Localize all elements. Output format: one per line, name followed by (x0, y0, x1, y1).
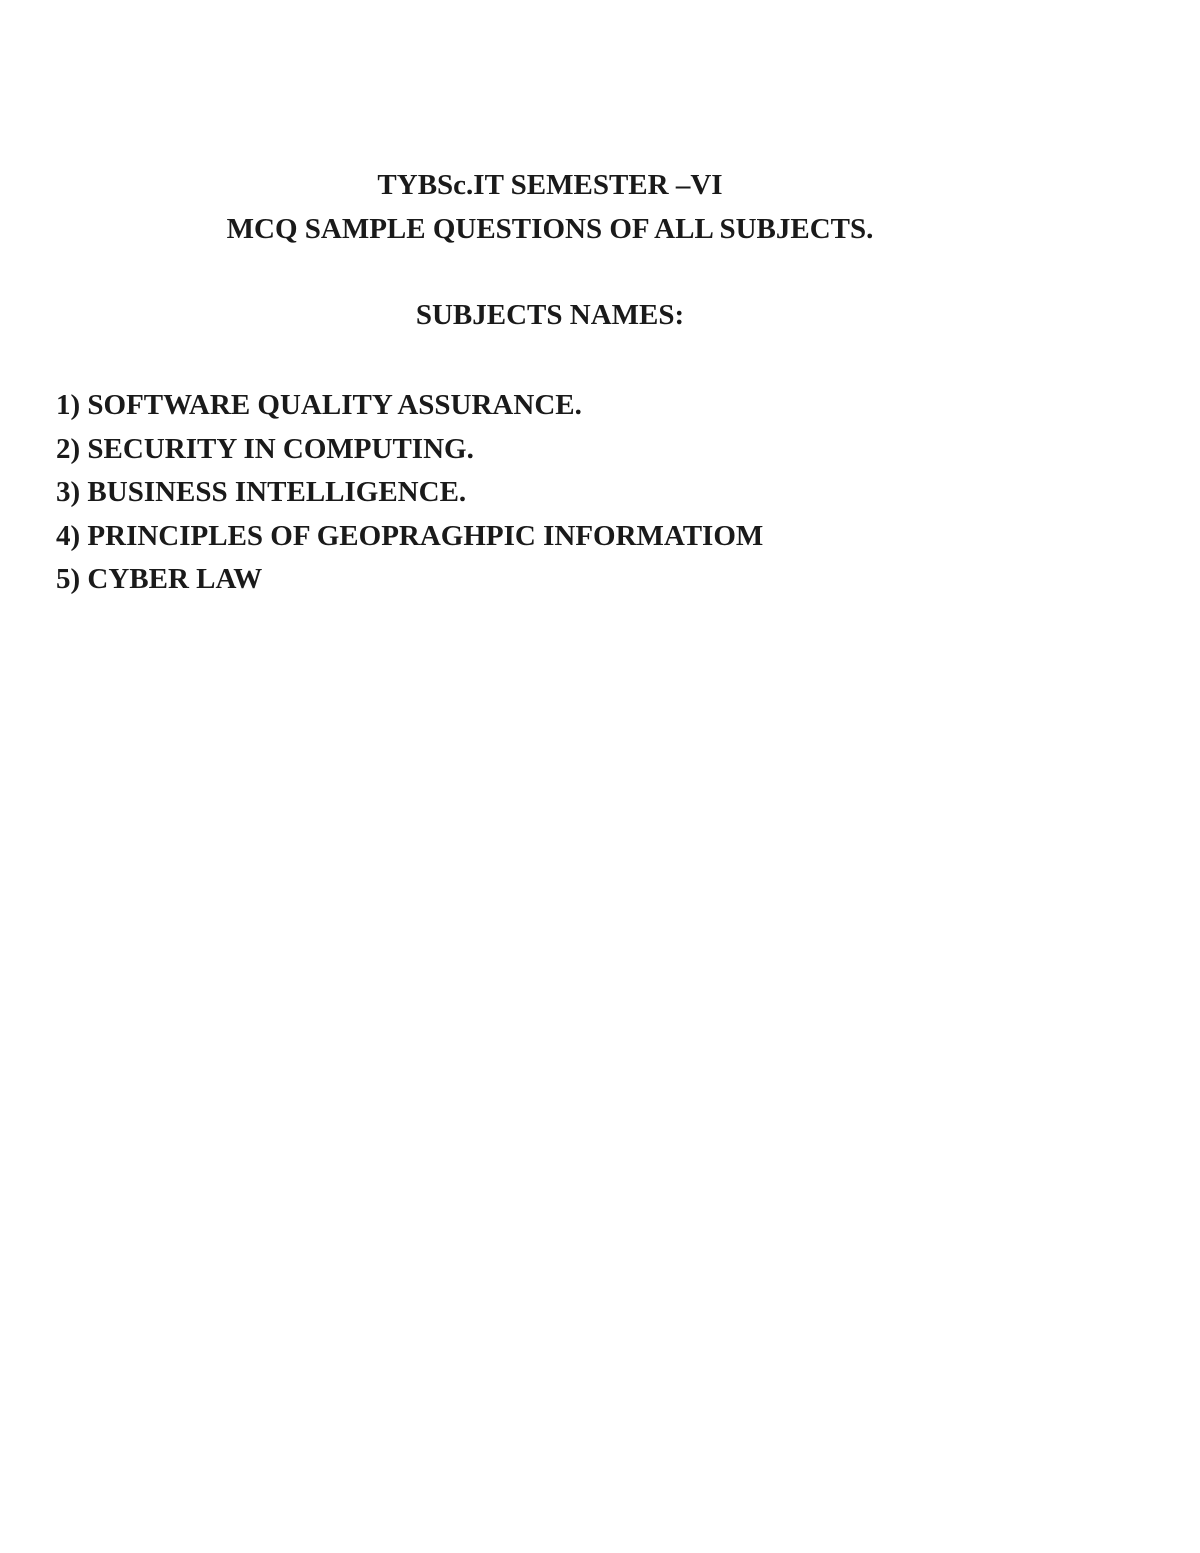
subject-item-software-quality-assurance: 1) SOFTWARE QUALITY ASSURANCE. (56, 389, 582, 421)
subject-item-business-intelligence: 3) BUSINESS INTELLIGENCE. (56, 476, 467, 509)
subject-item-geographic-information: 4) PRINCIPLES OF GEOPRAGHPIC INFORMATIOM (56, 519, 764, 552)
subject-item-security-in-computing: 2) SECURITY IN COMPUTING. (56, 432, 474, 465)
subjects-heading: SUBJECTS NAMES: (415, 299, 685, 331)
subject-list (56, 384, 763, 602)
subject-item-cyber-law: 5) CYBER LAW (56, 563, 263, 596)
document-subtitle: MCQ SAMPLE QUESTIONS OF ALL SUBJECTS. (226, 213, 874, 245)
document-title: TYBSc.IT SEMESTER –VI (377, 169, 723, 201)
